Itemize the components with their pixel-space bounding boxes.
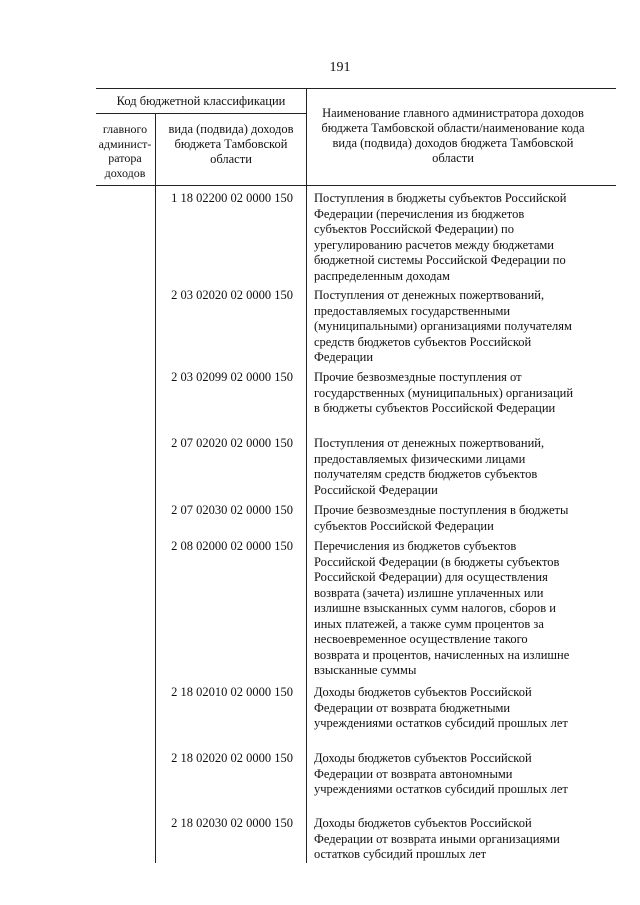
header-name-column: Наименование главного администратора доходов бюджета Тамбовской области/наименование кода вида (подвида) доходов бюджета Тамбовской области [321,106,585,165]
table-top-border [96,88,616,89]
income-name: Прочие безвозмездные поступления от государственных (муниципальных) организаций в бюджеты субъектов Российской Федерации [314,370,574,415]
income-code: 2 18 02030 02 0000 150 [171,816,293,830]
income-code: 2 03 02020 02 0000 150 [171,288,293,302]
income-name: Доходы бюджетов субъектов Российской Федерации от возврата бюджетными учреждениями остатков субсидий прошлых лет [314,685,568,730]
income-name: Поступления от денежных пожертвований, предоставляемых физическими лицами получателям средств бюджетов субъектов Российской Федерации [314,436,545,497]
income-code: 2 07 02030 02 0000 150 [171,503,293,517]
income-name: Прочие безвозмездные поступления в бюджеты субъектов Российской Федерации [314,503,569,533]
income-name: Доходы бюджетов субъектов Российской Федерации от возврата автономными учреждениями остатков субсидий прошлых лет [314,751,568,796]
income-name: Доходы бюджетов субъектов Российской Федерации от возврата иными организациями остатков субсидий прошлых лет [314,816,560,861]
group-header-underline [96,113,306,114]
income-code: 2 07 02020 02 0000 150 [171,436,293,450]
name-column-divider [306,88,307,863]
income-code: 1 18 02200 02 0000 150 [171,191,293,205]
income-code: 2 03 02099 02 0000 150 [171,370,293,384]
page-number: 191 [329,60,351,75]
income-code: 2 18 02010 02 0000 150 [171,685,293,699]
header-bottom-border [96,185,616,186]
header-income-kind-column: вида (подвида) доходов бюджета Тамбовской области [168,122,294,166]
budget-classification-table [96,88,616,863]
income-name: Перечисления из бюджетов субъектов Российской Федерации (в бюджеты субъектов Российской Федерации) для осуществления возврата (зачета) излишне уплаченных или излишне взысканных сумм налогов, сборов и иных платежей, а также сумм процентов за несвоевременное осуществление такого возврата и процентов, начисленных на излишне взысканные суммы [314,539,570,677]
income-code: 2 08 02000 02 0000 150 [171,539,293,553]
income-name: Поступления в бюджеты субъектов Российской Федерации (перечисления из бюджетов субъектов Российской Федерации) по урегулированию расчетов между бюджетами бюджетной системы Российской Федерации по распределенным доходам [314,191,567,283]
admin-column-divider [155,113,156,863]
income-name: Поступления от денежных пожертвований, предоставляемых государственными (муниципальными) организациями получателям средств бюджетов субъектов Российской Федерации [314,288,572,364]
income-code: 2 18 02020 02 0000 150 [171,751,293,765]
header-group-label: Код бюджетной классификации [116,94,286,108]
header-admin-column: главного админист-ратора доходов [98,122,152,180]
